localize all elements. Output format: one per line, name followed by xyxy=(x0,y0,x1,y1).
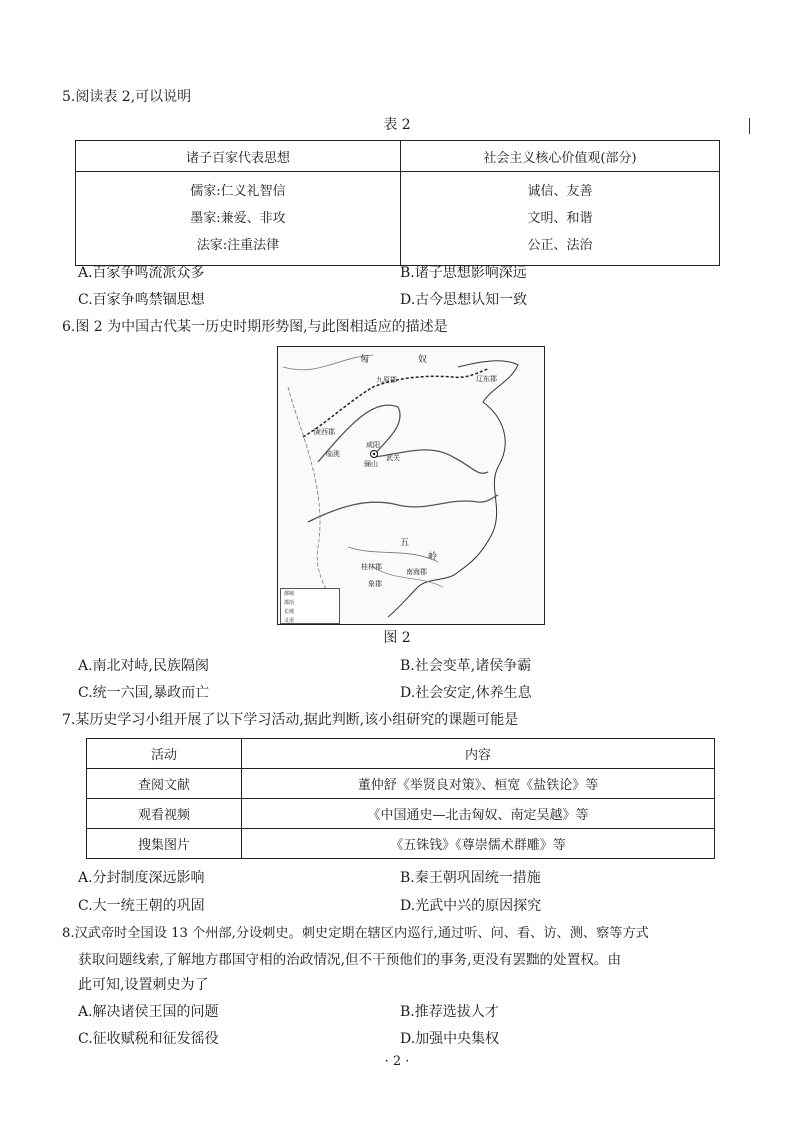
map-label-xianyang: 咸阳 xyxy=(366,441,380,449)
q6-option-b[interactable]: B.社会变革,诸侯争霸 xyxy=(400,658,532,674)
activity-table-header: 内容 xyxy=(242,739,715,769)
map-label-lintao: 临洮 xyxy=(326,450,340,458)
table-2-cell: 公正、法治 xyxy=(527,238,593,253)
q6-option-d[interactable]: D.社会安定,休养生息 xyxy=(400,685,532,701)
table-2-left-column xyxy=(76,172,401,266)
map-label-nanhai: 南海郡 xyxy=(406,568,427,576)
qin-map-figure xyxy=(277,346,545,625)
activity-table xyxy=(86,738,715,859)
map-drawing xyxy=(278,347,544,624)
figure-2-caption: 图 2 xyxy=(383,630,411,646)
map-label-liaodong: 辽东郡 xyxy=(476,375,497,383)
q5-stem: 5.阅读表 2,可以说明 xyxy=(62,89,192,105)
q5-option-c[interactable]: C.百家争鸣禁锢思想 xyxy=(78,292,205,308)
legend-item: 灵渠 xyxy=(284,618,295,624)
map-label-ling: 岭 xyxy=(428,552,438,562)
map-legend xyxy=(280,588,340,624)
table-2-header: 社会主义核心价值观(部分) xyxy=(401,141,720,172)
table-2-header: 诸子百家代表思想 xyxy=(76,141,401,172)
q8-stem-line-2: 获取问题线索,了解地方郡国守相的治政情况,但不干预他们的事务,更没有罢黜的处置权。由 xyxy=(78,952,622,968)
q8-stem-line-1: 8.汉武帝时全国设 13 个州部,分设刺史。刺史定期在辖区内巡行,通过听、问、看、访、测、察等方式 xyxy=(62,926,649,941)
q7-option-a[interactable]: A.分封制度深远影响 xyxy=(78,870,205,886)
q7-option-d[interactable]: D.光武中兴的原因探究 xyxy=(400,898,542,914)
table-2-cell: 儒家:仁义礼智信 xyxy=(190,184,286,199)
content-cell: 《五铢钱》《尊崇儒术群雕》等 xyxy=(242,829,715,859)
q6-option-c[interactable]: C.统一六国,暴政而亡 xyxy=(78,685,210,701)
content-cell: 董仲舒《举贤良对策》、桓宽《盐铁论》等 xyxy=(242,769,715,799)
activity-cell: 观看视频 xyxy=(87,799,242,829)
map-label-wuguan: 武关 xyxy=(386,454,400,462)
q5-option-a[interactable]: A.百家争鸣流派众多 xyxy=(78,265,205,281)
map-label-xiongnu-1: 匈 xyxy=(360,355,370,365)
q7-option-b[interactable]: B.秦王朝巩固统一措施 xyxy=(400,870,541,886)
activity-cell: 查阅文献 xyxy=(87,769,242,799)
q6-stem: 6.图 2 为中国古代某一历史时期形势图,与此图相适应的描述是 xyxy=(62,319,448,335)
q6-option-a[interactable]: A.南北对峙,民族隔阂 xyxy=(78,658,210,674)
table-row xyxy=(87,769,715,799)
table-2-caption: 表 2 xyxy=(383,117,411,133)
q8-stem-line-3: 此可知,设置刺史为了 xyxy=(78,977,209,993)
q8-option-b[interactable]: B.推荐选拔人才 xyxy=(400,1004,499,1020)
map-label-xiang: 象郡 xyxy=(368,580,382,588)
table-2-cell: 法家:注重法律 xyxy=(196,238,280,253)
map-label-xiongnu-2: 奴 xyxy=(418,355,428,365)
legend-item: 郡治 xyxy=(284,600,295,606)
q8-option-d[interactable]: D.加强中央集权 xyxy=(400,1031,500,1047)
table-2-right-column xyxy=(401,172,720,266)
map-label-wuling: 五 xyxy=(400,538,410,548)
legend-item: 都城 xyxy=(284,591,295,597)
map-label-longxi: 陇西郡 xyxy=(314,428,335,436)
table-row xyxy=(87,799,715,829)
q5-option-b[interactable]: B.诸子思想影响深远 xyxy=(400,265,527,281)
q8-option-c[interactable]: C.征收赋税和征发徭役 xyxy=(78,1031,219,1047)
activity-table-header: 活动 xyxy=(87,739,242,769)
map-label-jiuyuan: 九原郡 xyxy=(376,376,397,384)
table-2-cell: 墨家:兼爱、非攻 xyxy=(190,211,286,226)
q7-stem: 7.某历史学习小组开展了以下学习活动,据此判断,该小组研究的课题可能是 xyxy=(62,712,519,728)
legend-item: 长城 xyxy=(284,609,295,615)
page-number: · 2 · xyxy=(384,1054,410,1069)
q7-option-c[interactable]: C.大一统王朝的巩固 xyxy=(78,898,205,914)
q8-option-a[interactable]: A.解决诸侯王国的问题 xyxy=(78,1004,219,1020)
q5-option-d[interactable]: D.古今思想认知一致 xyxy=(400,292,528,308)
content-cell: 《中国通史—北击匈奴、南定吴越》等 xyxy=(242,799,715,829)
table-2-cell: 诚信、友善 xyxy=(527,184,593,199)
map-label-lishan: 骊山 xyxy=(364,460,378,468)
table-2-cell: 文明、和谐 xyxy=(527,211,593,226)
table-2 xyxy=(75,140,720,266)
activity-cell: 搜集图片 xyxy=(87,829,242,859)
map-label-guilin: 桂林郡 xyxy=(361,563,382,571)
text-cursor xyxy=(749,118,750,134)
table-row xyxy=(87,829,715,859)
